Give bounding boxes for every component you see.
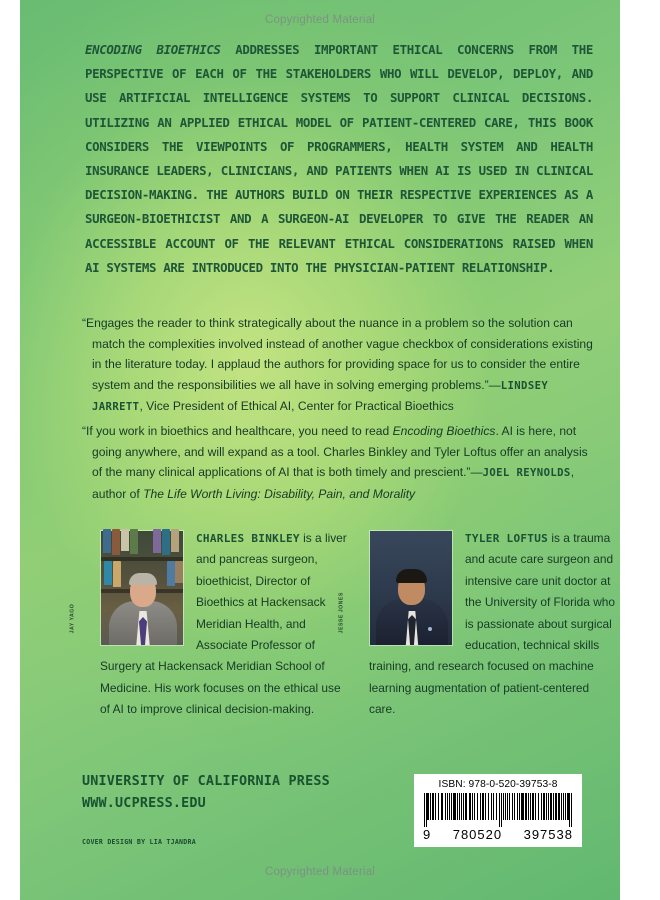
author-name-tyler-loftus: TYLER LOFTUS — [465, 532, 549, 545]
photo-credit-jesse-jones: JESSE JONES — [338, 591, 345, 633]
barcode-digit-group-1: 780520 — [452, 827, 503, 842]
barcode-digits — [422, 827, 574, 842]
publisher-block — [82, 771, 330, 815]
isbn-barcode — [414, 774, 582, 847]
portrait-artwork — [101, 531, 183, 645]
blurb-2-affiliation: , author of — [92, 465, 575, 501]
barcode-digit-group-2: 397538 — [523, 827, 573, 842]
author-photo-charles-binkley — [69, 530, 184, 646]
author-bio-charles-binkley — [69, 528, 348, 721]
blurb-1-attribution: LINDSEY JARRETT — [92, 379, 549, 414]
author-name-charles-binkley: CHARLES BINKLEY — [196, 532, 300, 545]
blurb-lindsey-jarrett — [82, 313, 594, 418]
blurb-2-book-title: Encoding Bioethics — [392, 424, 496, 438]
book-description — [85, 38, 593, 280]
book-description-body: ADDRESSES IMPORTANT ETHICAL CONCERNS FROM THE PERSPECTIVE OF EACH OF THE STAKEHOLDERS WHO WILL DEVELOP, DEPLOY, AND USE ARTIFICIAL INTELLIGENCE SYSTEMS TO SUPPORT CLINICAL DECISIONS. UTILIZING AN APPLIED ETHICAL MODEL OF PATIENT-CENTERED CARE, THIS BOOK CONSIDERS THE VIEWPOINTS OF PROGRAMMERS, HEALTH SYSTEM AND HEALTH INSURANCE LEADERS, CLINICIANS, AND PATIENTS WHEN AI IS USED IN CLINICAL DECISION-MAKING. THE AUTHORS BUILD ON THEIR RESPECTIVE EXPERIENCES AS A SURGEON-BIOETHICIST AND A SURGEON-AI DEVELOPER TO GIVE THE READER AN ACCESSIBLE ACCOUNT OF THE RELEVANT ETHICAL CONSIDERATIONS RAISED WHEN AI SYSTEMS ARE INTRODUCED INTO THE PHYSICIAN-PATIENT RELATIONSHIP. — [85, 42, 593, 275]
portrait-artwork — [370, 531, 452, 645]
barcode-bars — [424, 793, 572, 827]
cover-design-credit: COVER DESIGN BY LIA TJANDRA — [82, 838, 196, 846]
copyright-watermark-bottom: Copyrighted Material — [264, 866, 376, 878]
blurb-joel-reynolds — [82, 421, 594, 504]
blurb-2-text-part2: . AI is here, not going anywhere, and will expand as a tool. Charles Binkley and Tyler Loftus offer an analysis of the many clinical applications of AI that is both timely and prescient.”— — [92, 424, 588, 480]
isbn-label: ISBN: 978-0-520-39753-8 — [438, 779, 558, 790]
author-bio-tyler-loftus — [338, 528, 617, 721]
barcode-digit-left: 9 — [423, 827, 432, 842]
publisher-name: UNIVERSITY OF CALIFORNIA PRESS — [82, 774, 330, 789]
blurb-1-text: “Engages the reader to think strategically about the nuance in a problem so the solution can match the complexities involved instead of another vague checkbox of considerations existing in the literature today. I applaud the authors for providing space for us to consider the entire system and the responsibilities we all have in solving emerging problems.”— — [82, 316, 593, 392]
author-bio-text-tyler-loftus: is a trauma and acute care surgeon and intensive care unit doctor at the University of Florida who is passionate about surgical education, technical skills training, and research focused on machine learning augmentation of patient-centered care. — [369, 531, 616, 717]
photo-credit-jay-yago: JAY YAGO — [69, 603, 76, 633]
author-bio-text-charles-binkley: is a liver and pancreas surgeon, bioethicist, Director of Bioethics at Hackensack Meridian Health, and Associate Professor of Surgery at Hackensack Meridian School of Medicine. His work focuses on the ethical use of AI to improve clinical decision-making. — [100, 531, 347, 717]
author-photo-tyler-loftus — [338, 530, 453, 646]
blurb-2-text-part1: “If you work in bioethics and healthcare, you need to read — [82, 424, 393, 438]
book-back-cover — [20, 0, 620, 900]
blurb-1-affiliation: , Vice President of Ethical AI, Center for Practical Bioethics — [139, 399, 454, 414]
publisher-website[interactable]: WWW.UCPRESS.EDU — [82, 796, 206, 811]
book-title-inline: ENCODING BIOETHICS — [85, 42, 221, 57]
blurb-2-other-title: The Life Worth Living: Disability, Pain, and Morality — [143, 486, 416, 501]
blurb-2-attribution: JOEL REYNOLDS — [482, 467, 571, 480]
copyright-watermark-top: Copyrighted Material — [264, 14, 376, 26]
